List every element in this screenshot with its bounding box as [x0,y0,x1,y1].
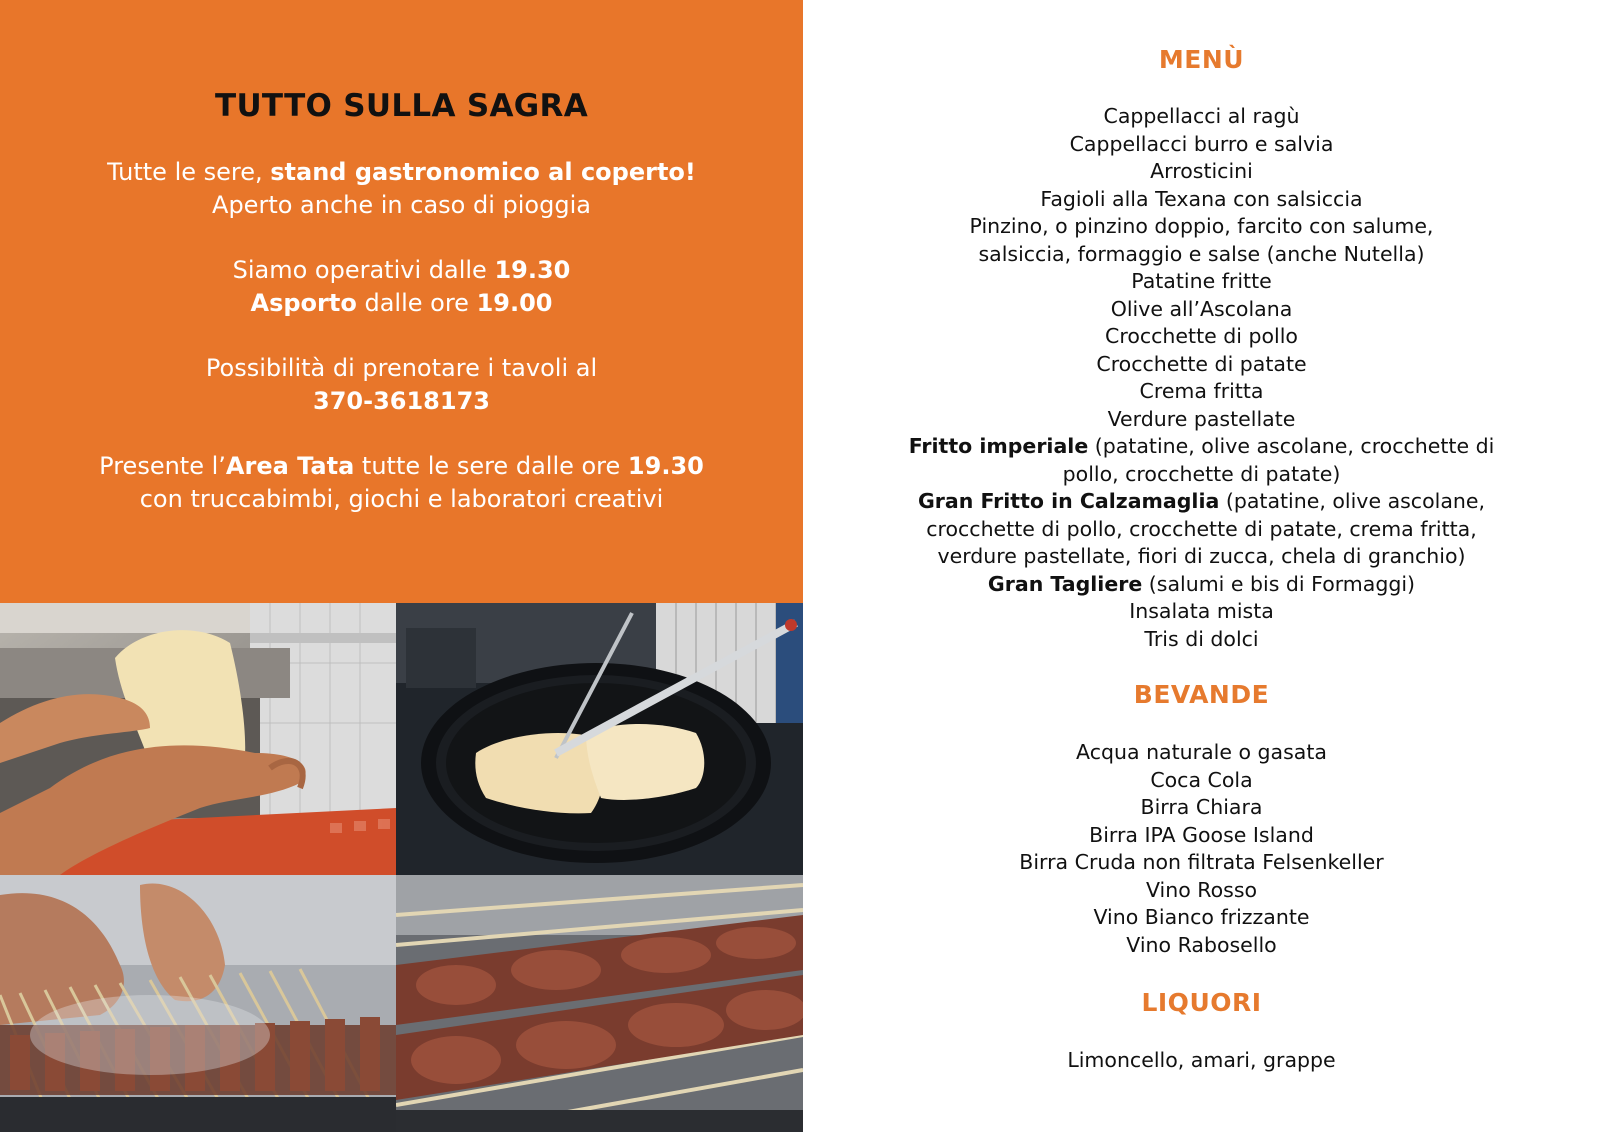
sagra-title: TUTTO SULLA SAGRA [215,88,588,124]
bevanda-item: Acqua naturale o gasata [1076,740,1327,764]
menu-item-gran-tagliere [803,571,1600,599]
area-time: 19.30 [627,452,704,480]
menu-item-fritto-desc: pollo, crocchette di patate) [1062,461,1341,486]
hours-info [0,254,803,320]
menu-item-gran-fritto [803,488,1600,516]
menu-item: Tris di dolci [1144,626,1259,651]
menu-item: Cappellacci al ragù [1103,104,1300,128]
gran-fritto-desc: (patatine, olive ascolane, [1219,489,1486,513]
stand-info [0,156,803,222]
menu-item: Insalata mista [1129,599,1274,623]
tagliere-name: Gran Tagliere [987,571,1143,596]
area-mid: tutte le sere dalle ore [354,452,628,480]
menu-item: Fagioli alla Texana con salsiccia [1040,186,1363,211]
area-tata-info [0,450,803,516]
stand-bold: stand gastronomico al coperto! [270,158,696,186]
area-name: Area Tata [225,452,355,480]
photo-frying-pan [396,603,803,875]
bevanda-item: Birra Chiara [1140,795,1263,819]
area-line2: con truccabimbi, giochi e laboratori creativi [139,485,664,513]
fritto-desc: (patatine, olive ascolane, crocchette di [1088,434,1495,458]
menu-item: Pinzino, o pinzino doppio, farcito con salume, [969,214,1434,238]
liquore-item: Limoncello, amari, grappe [1067,1048,1336,1072]
booking-info [0,352,803,418]
bevanda-item: Vino Bianco frizzante [1093,905,1310,929]
menu-panel [803,0,1600,1132]
photo-arrosticini-grill [396,875,803,1132]
takeaway-label: Asporto [250,289,357,317]
photo-dough [0,603,396,875]
bevanda-item: Coca Cola [1150,767,1253,792]
bevanda-item: Birra Cruda non filtrata Felsenkeller [1019,850,1384,874]
menu-item: Crocchette di pollo [1105,324,1298,348]
menu-item-gran-fritto-desc: verdure pastellate, fiori di zucca, chela di granchio) [937,544,1466,568]
stand-prefix: Tutte le sere, [107,158,271,186]
menu-list [803,103,1600,653]
menu-item: Olive all’Ascolana [1110,296,1293,321]
bevande-heading: BEVANDE [1133,680,1270,709]
menu-item: Crocchette di patate [1096,351,1307,376]
bevanda-item: Vino Rosso [1145,877,1258,902]
liquori-list [803,1047,1600,1075]
takeaway-time: 19.00 [476,289,553,317]
fritto-name: Fritto imperiale [908,434,1089,458]
bevanda-item: Birra IPA Goose Island [1089,822,1314,847]
tagliere-desc: (salumi e bis di Formaggi) [1142,571,1416,596]
booking-text: Possibilità di prenotare i tavoli al [205,354,598,382]
photo-arrosticini-hands [0,875,396,1132]
phone-number[interactable]: 370-3618173 [313,387,490,415]
menu-item: Arrosticini [1150,159,1253,183]
area-prefix: Presente l’ [99,452,226,480]
sagra-info-panel [0,0,803,603]
menu-item: Crema fritta [1139,379,1264,403]
hours-time: 19.30 [494,256,571,284]
menu-item-gran-fritto-desc: crocchette di pollo, crocchette di patate, crema fritta, [926,516,1477,541]
bevande-list [803,739,1600,959]
sagra-info-text [0,156,803,548]
bevanda-item: Vino Rabosello [1126,932,1277,957]
hours-prefix: Siamo operativi dalle [232,256,495,284]
menu-item: salsiccia, formaggio e salse (anche Nutella) [978,241,1425,266]
menu-heading: MENÙ [1158,45,1245,74]
menu-item: Verdure pastellate [1107,406,1296,431]
menu-item: Patatine fritte [1131,269,1272,293]
rain-info: Aperto anche in caso di pioggia [212,191,591,219]
takeaway-mid: dalle ore [356,289,477,317]
liquori-heading: LIQUORI [1141,988,1262,1017]
menu-item: Cappellacci burro e salvia [1069,131,1334,156]
menu-item-fritto-imperiale [803,433,1600,461]
gran-fritto-name: Gran Fritto in Calzamaglia [917,489,1220,513]
